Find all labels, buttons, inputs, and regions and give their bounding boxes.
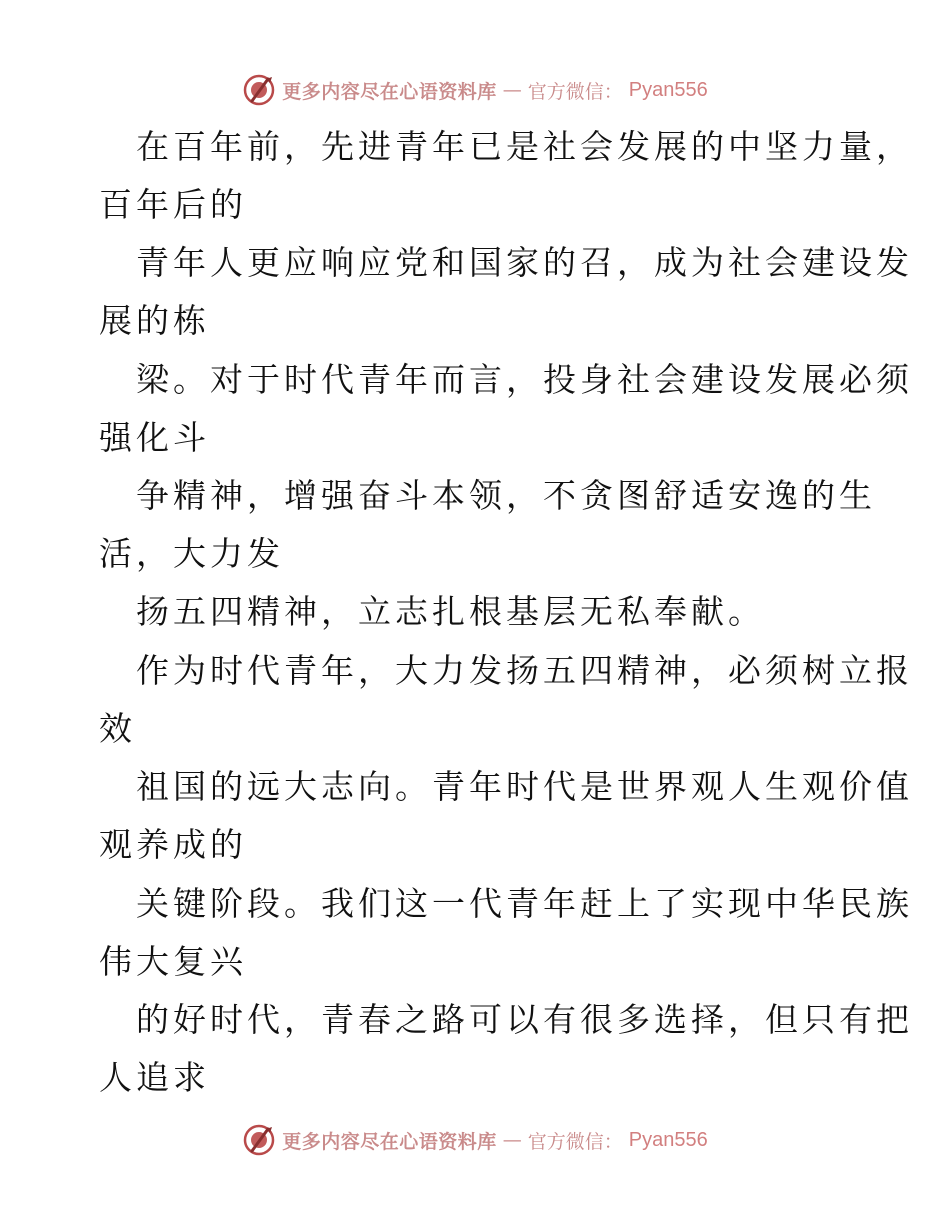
header-watermark (0, 70, 950, 110)
quill-seal-icon (242, 73, 276, 107)
text-line: 的好时代，青春之路可以有很多选择，但只有把 (136, 1000, 913, 1039)
text-line: 争精神，增强奋斗本领，不贪图舒适安逸的生 (136, 476, 876, 515)
text-line: 关键阶段。我们这一代青年赶上了实现中华民族 (136, 884, 913, 923)
text-line: 百年后的 (99, 185, 247, 224)
text-line: 伟大复兴 (99, 942, 247, 981)
watermark-wechat-id: Pyan556 (628, 1128, 708, 1151)
text-line: 活，大力发 (99, 534, 284, 573)
text-line: 青年人更应响应党和国家的召，成为社会建设发 (136, 243, 913, 282)
text-line: 观养成的 (99, 825, 247, 864)
footer-watermark (0, 1120, 950, 1160)
watermark-label: 官方微信： (527, 80, 623, 103)
watermark-site-text: 更多内容尽在心语资料库 (282, 1130, 497, 1153)
text-line: 扬五四精神，立志扎根基层无私奉献。 (136, 592, 765, 631)
watermark-label: 官方微信： (527, 1130, 623, 1153)
watermark-wechat-id: Pyan556 (628, 78, 708, 101)
quill-seal-icon (242, 1123, 276, 1157)
text-line: 在百年前，先进青年已是社会发展的中坚力量， (136, 127, 913, 166)
text-line: 梁。对于时代青年而言，投身社会建设发展必须 (136, 360, 913, 399)
watermark-dash: — (502, 79, 522, 101)
text-line: 祖国的远大志向。青年时代是世界观人生观价值 (136, 767, 913, 806)
text-line: 展的栋 (99, 301, 210, 340)
text-line: 人追求 (99, 1058, 210, 1097)
watermark-dash: — (502, 1129, 522, 1151)
text-line: 强化斗 (99, 418, 210, 457)
text-line: 效 (99, 709, 136, 748)
text-line: 作为时代青年，大力发扬五四精神，必须树立报 (136, 651, 913, 690)
watermark-site-text: 更多内容尽在心语资料库 (282, 80, 497, 103)
